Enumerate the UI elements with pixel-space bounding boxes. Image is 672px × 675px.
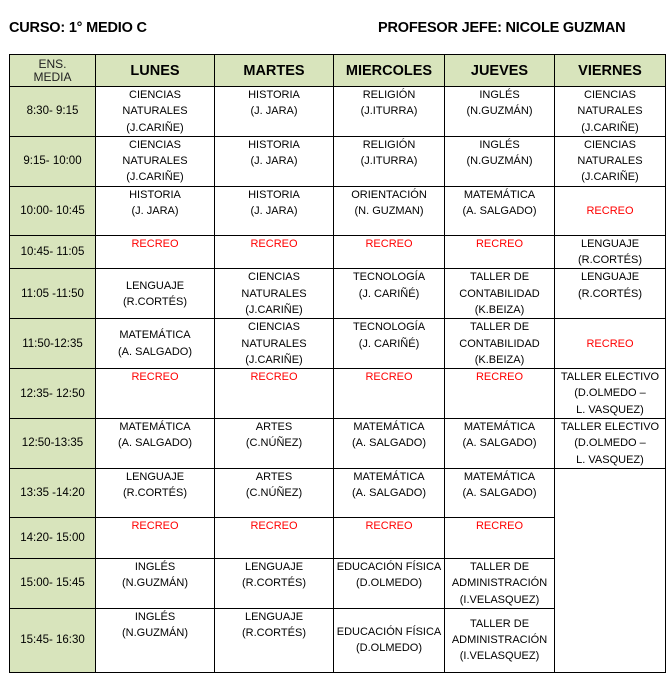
subject-text: RECREO xyxy=(131,371,179,384)
subject-text: HISTORIA xyxy=(248,89,300,101)
schedule-row xyxy=(10,136,666,186)
subject-text: RELIGIÓN xyxy=(362,138,416,151)
subject-text: RECREO xyxy=(475,371,524,384)
class-cell-lunes xyxy=(96,319,215,369)
class-cell-viernes-recreo xyxy=(555,319,666,369)
time-slot: 13:35 -14:20 xyxy=(10,468,96,517)
subject-text: RECREO xyxy=(365,371,413,384)
class-cell-martes xyxy=(215,269,334,319)
class-cell-lunes xyxy=(96,269,215,319)
corner-line-2: MEDIA xyxy=(33,69,72,84)
subject-text: CIENCIAS xyxy=(129,89,181,101)
class-cell-jueves-recreo xyxy=(445,235,555,269)
class-cell-lunes-recreo xyxy=(96,235,215,269)
cell-text: (K.BEIZA) xyxy=(474,303,525,316)
subject-text: EDUCACIÓN FÍSICA xyxy=(336,626,442,639)
class-cell-miercoles-recreo xyxy=(334,517,445,558)
schedule-row xyxy=(10,468,666,517)
cell-text: CONTABILIDAD xyxy=(459,287,540,300)
subject-text: RECREO xyxy=(131,237,179,250)
cell-text: (D.OLMEDO – xyxy=(574,387,646,400)
subject-text: HISTORIA xyxy=(129,188,181,201)
class-cell-miercoles xyxy=(334,319,445,369)
cell-text: (J. CARIÑÉ) xyxy=(358,287,420,300)
day-header-miercoles: MIERCOLES xyxy=(334,55,445,87)
cell-text: (D.OLMEDO) xyxy=(356,642,422,655)
time-slot: 8:30- 9:15 xyxy=(10,87,96,137)
cell-text: (J.CARIÑE) xyxy=(581,171,639,184)
class-cell-martes-recreo xyxy=(215,369,334,419)
cell-text: (J. CARIÑÉ) xyxy=(358,337,420,350)
cell-text: (I.VELASQUEZ) xyxy=(459,650,540,663)
cell-text: (A. SALGADO) xyxy=(352,487,426,500)
class-cell-jueves-recreo xyxy=(445,517,555,558)
class-cell-viernes-empty-merged xyxy=(555,468,666,672)
class-cell-miercoles xyxy=(334,136,445,186)
subject-text: RECREO xyxy=(131,519,179,532)
subject-text: RECREO xyxy=(586,337,634,350)
subject-text: TALLER ELECTIVO xyxy=(560,371,660,384)
cell-text: (R.CORTÉS) xyxy=(578,254,642,267)
cell-text: (J.CARIÑE) xyxy=(245,303,303,316)
day-header-jueves: JUEVES xyxy=(445,55,555,87)
time-slot: 12:50-13:35 xyxy=(10,419,96,469)
subject-text: TALLER DE xyxy=(469,321,530,334)
class-cell-martes xyxy=(215,87,334,137)
class-cell-miercoles xyxy=(334,608,445,672)
subject-text: INGLÉS xyxy=(134,560,176,573)
subject-text: CIENCIAS xyxy=(584,89,636,101)
day-header-martes: MARTES xyxy=(215,55,334,87)
class-cell-miercoles xyxy=(334,419,445,469)
subject-text: MATEMÁTICA xyxy=(119,329,191,342)
subject-text: ARTES xyxy=(255,421,293,434)
cell-text: (D.OLMEDO – xyxy=(574,437,646,450)
schedule-row xyxy=(10,369,666,419)
subject-text: ORIENTACIÓN xyxy=(351,188,427,201)
cell-text: (J.CARIÑE) xyxy=(581,121,639,134)
time-slot: 9:15- 10:00 xyxy=(10,136,96,186)
subject-text: CIENCIAS xyxy=(248,271,300,284)
subject-text: RECREO xyxy=(250,371,298,384)
subject-text: RECREO xyxy=(250,237,298,250)
time-slot: 15:00- 15:45 xyxy=(10,558,96,608)
cell-text: NATURALES xyxy=(122,105,188,118)
class-cell-lunes xyxy=(96,468,215,517)
time-slot: 12:35- 12:50 xyxy=(10,369,96,419)
cell-text: CONTABILIDAD xyxy=(459,337,540,350)
cell-text: (R.CORTÉS) xyxy=(123,295,187,308)
class-cell-lunes xyxy=(96,186,215,235)
subject-text: LENGUAJE xyxy=(244,560,304,573)
cell-text: (R.CORTÉS) xyxy=(578,287,642,300)
class-cell-miercoles xyxy=(334,269,445,319)
subject-text: MATEMÁTICA xyxy=(463,470,536,483)
class-cell-lunes xyxy=(96,136,215,186)
cell-text: (J. JARA) xyxy=(250,105,298,118)
class-cell-miercoles xyxy=(334,87,445,137)
day-header-viernes: VIERNES xyxy=(555,55,666,87)
cell-text: (C.NÚÑEZ) xyxy=(245,437,303,450)
subject-text: INGLÉS xyxy=(479,89,520,101)
class-cell-viernes xyxy=(555,269,666,319)
subject-text: LENGUAJE xyxy=(125,470,185,483)
class-cell-miercoles-recreo xyxy=(334,235,445,269)
day-header-lunes: LUNES xyxy=(96,55,215,87)
subject-text: TALLER ELECTIVO xyxy=(560,421,660,434)
schedule-row xyxy=(10,269,666,319)
class-cell-miercoles xyxy=(334,558,445,608)
subject-text: LENGUAJE xyxy=(244,610,304,623)
corner-line-1: ENS. xyxy=(38,56,67,71)
cell-text: (A. SALGADO) xyxy=(118,437,192,450)
cell-text: (J.CARIÑE) xyxy=(126,121,184,134)
time-slot: 14:20- 15:00 xyxy=(10,517,96,558)
class-cell-viernes xyxy=(555,419,666,469)
subject-text: RECREO xyxy=(475,237,524,250)
subject-text: TALLER DE xyxy=(469,271,530,284)
class-cell-martes xyxy=(215,319,334,369)
subject-text: MATEMÁTICA xyxy=(353,470,425,483)
subject-text: MATEMÁTICA xyxy=(463,421,536,434)
schedule-row xyxy=(10,87,666,137)
subject-text: TALLER DE xyxy=(469,560,530,573)
subject-text: MATEMÁTICA xyxy=(463,188,536,201)
subject-text: RECREO xyxy=(365,519,413,532)
class-cell-lunes xyxy=(96,87,215,137)
class-cell-martes-recreo xyxy=(215,517,334,558)
subject-text: MATEMÁTICA xyxy=(353,421,425,434)
cell-text: (A. SALGADO) xyxy=(462,437,537,450)
subject-text: RELIGIÓN xyxy=(362,89,416,101)
class-cell-viernes xyxy=(555,235,666,269)
subject-text: LENGUAJE xyxy=(580,271,640,284)
cell-text: L. VASQUEZ) xyxy=(576,403,644,416)
head-teacher: PROFESOR JEFE: NICOLE GUZMAN xyxy=(378,20,626,36)
class-cell-viernes-recreo xyxy=(555,186,666,235)
subject-text: HISTORIA xyxy=(248,188,300,201)
subject-text: LENGUAJE xyxy=(580,237,640,250)
cell-text: (N.GUZMÁN) xyxy=(122,627,188,640)
cell-text: (A. SALGADO) xyxy=(118,345,192,358)
schedule-row xyxy=(10,186,666,235)
cell-text: (J.ITURRA) xyxy=(360,155,418,168)
schedule-row xyxy=(10,319,666,369)
class-cell-martes xyxy=(215,136,334,186)
cell-text: NATURALES xyxy=(241,287,307,300)
class-cell-miercoles xyxy=(334,186,445,235)
schedule-body xyxy=(10,87,666,673)
class-cell-jueves xyxy=(445,468,555,517)
class-cell-viernes xyxy=(555,87,666,137)
class-cell-jueves xyxy=(445,269,555,319)
class-cell-martes xyxy=(215,558,334,608)
cell-text: L. VASQUEZ) xyxy=(576,453,644,466)
time-slot: 11:05 -11:50 xyxy=(10,269,96,319)
cell-text: NATURALES xyxy=(241,337,307,350)
class-cell-martes-recreo xyxy=(215,235,334,269)
subject-text: TECNOLOGÍA xyxy=(352,271,426,284)
subject-text: RECREO xyxy=(475,519,524,532)
class-cell-jueves xyxy=(445,419,555,469)
cell-text: (J. JARA) xyxy=(250,155,298,168)
cell-text: ADMINISTRACIÓN xyxy=(451,634,548,647)
class-cell-martes xyxy=(215,608,334,672)
cell-text: (J. JARA) xyxy=(250,205,298,218)
class-cell-martes xyxy=(215,186,334,235)
cell-text: (R.CORTÉS) xyxy=(242,577,306,590)
schedule-row xyxy=(10,419,666,469)
class-cell-jueves xyxy=(445,608,555,672)
cell-text: (R.CORTÉS) xyxy=(123,487,187,500)
cell-text: (N. GUZMAN) xyxy=(354,205,424,218)
subject-text: CIENCIAS xyxy=(248,321,300,334)
class-cell-jueves xyxy=(445,87,555,137)
cell-text: (I.VELASQUEZ) xyxy=(459,593,540,606)
subject-text: INGLÉS xyxy=(134,610,176,623)
class-cell-lunes xyxy=(96,558,215,608)
subject-text: ARTES xyxy=(255,470,293,483)
corner-header xyxy=(10,55,96,87)
class-cell-martes xyxy=(215,419,334,469)
cell-text: NATURALES xyxy=(577,105,643,118)
class-cell-jueves xyxy=(445,136,555,186)
class-cell-jueves-recreo xyxy=(445,369,555,419)
class-cell-miercoles-recreo xyxy=(334,369,445,419)
cell-text: NATURALES xyxy=(577,155,643,168)
time-slot: 10:45- 11:05 xyxy=(10,235,96,269)
subject-text: TALLER DE xyxy=(469,617,530,630)
time-slot: 11:50-12:35 xyxy=(10,319,96,369)
subject-text: LENGUAJE xyxy=(125,279,185,292)
subject-text: HISTORIA xyxy=(248,138,300,151)
cell-text: (A. SALGADO) xyxy=(352,437,426,450)
cell-text: (C.NÚÑEZ) xyxy=(245,487,303,500)
cell-text: (J.CARIÑE) xyxy=(245,353,303,366)
cell-text: (K.BEIZA) xyxy=(474,353,525,366)
subject-text: CIENCIAS xyxy=(129,138,181,151)
time-slot: 10:00- 10:45 xyxy=(10,186,96,235)
cell-text: (J.CARIÑE) xyxy=(126,171,184,184)
class-cell-lunes-recreo xyxy=(96,517,215,558)
schedule-table xyxy=(9,54,666,673)
time-slot: 15:45- 16:30 xyxy=(10,608,96,672)
cell-text: ADMINISTRACIÓN xyxy=(451,577,548,590)
cell-text: (A. SALGADO) xyxy=(462,205,537,218)
subject-text: RECREO xyxy=(250,519,298,532)
cell-text: (N.GUZMÁN) xyxy=(466,155,533,168)
subject-text: RECREO xyxy=(365,237,413,250)
course-title: CURSO: 1° MEDIO C xyxy=(9,20,147,36)
subject-text: TECNOLOGÍA xyxy=(352,321,426,334)
class-cell-martes xyxy=(215,468,334,517)
subject-text: MATEMÁTICA xyxy=(119,421,191,434)
class-cell-lunes xyxy=(96,419,215,469)
cell-text: (J.ITURRA) xyxy=(360,105,418,118)
subject-text: CIENCIAS xyxy=(584,138,636,151)
cell-text: (N.GUZMÁN) xyxy=(466,105,533,118)
subject-text: RECREO xyxy=(586,204,634,217)
header-row xyxy=(10,55,666,87)
class-cell-jueves xyxy=(445,186,555,235)
cell-text: (N.GUZMÁN) xyxy=(122,577,188,590)
cell-text: (J. JARA) xyxy=(131,205,179,218)
schedule-row xyxy=(10,235,666,269)
subject-text: INGLÉS xyxy=(479,138,520,151)
class-cell-viernes xyxy=(555,369,666,419)
class-cell-lunes xyxy=(96,608,215,672)
class-cell-miercoles xyxy=(334,468,445,517)
class-cell-jueves xyxy=(445,558,555,608)
cell-text: (R.CORTÉS) xyxy=(242,627,306,640)
cell-text: (A. SALGADO) xyxy=(462,487,537,500)
class-cell-jueves xyxy=(445,319,555,369)
cell-text: (D.OLMEDO) xyxy=(356,577,422,590)
subject-text: EDUCACIÓN FÍSICA xyxy=(336,560,442,573)
class-cell-viernes xyxy=(555,136,666,186)
cell-text: NATURALES xyxy=(122,155,188,168)
class-cell-lunes-recreo xyxy=(96,369,215,419)
